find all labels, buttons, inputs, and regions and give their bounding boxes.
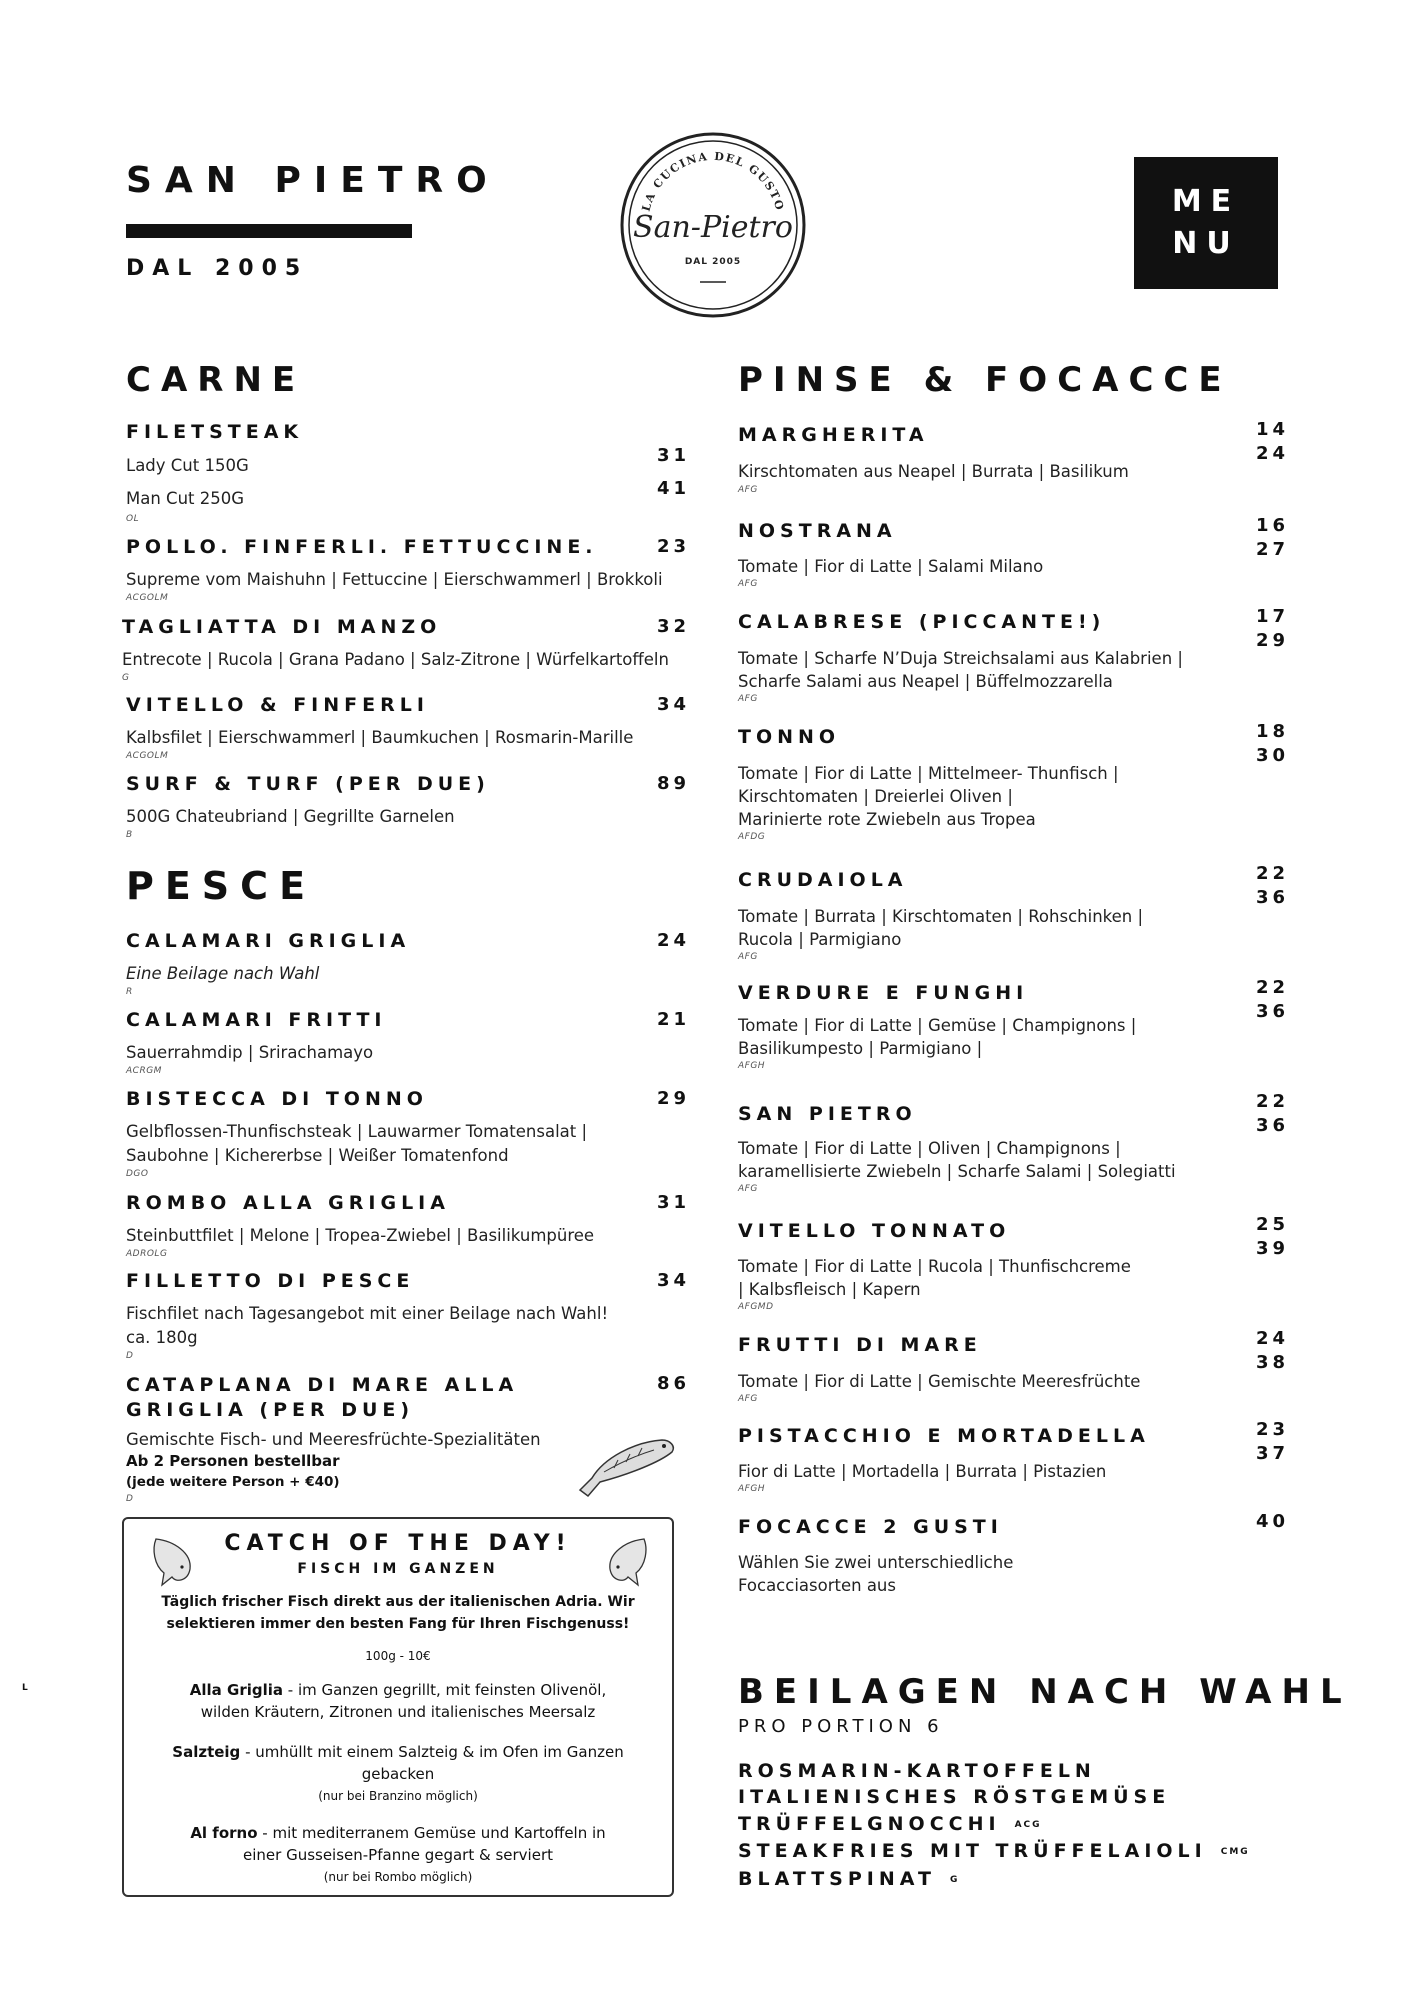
dish-price: 29 xyxy=(656,1088,690,1109)
dish-name: PISTACCHIO E MORTADELLA xyxy=(738,1425,1150,1447)
dish-name: CATAPLANA DI MARE ALLA xyxy=(126,1374,519,1396)
allergen-code: AFDG xyxy=(738,832,766,842)
allergen-code: ACGOLM xyxy=(126,751,169,761)
dish-name: GRIGLIA (PER DUE) xyxy=(126,1399,415,1421)
dish-description: Saubohne | Kichererbse | Weißer Tomatenfond xyxy=(126,1146,509,1165)
dish-prices: 24 38 xyxy=(1256,1328,1290,1373)
dish-name: FRUTTI DI MARE xyxy=(738,1334,982,1356)
dish-name: FILLETTO DI PESCE xyxy=(126,1270,415,1292)
dish-note: Ab 2 Personen bestellbar xyxy=(126,1452,340,1470)
allergen-code: DGO xyxy=(126,1169,149,1179)
menu-box-line1: ME xyxy=(1171,184,1241,219)
catch-option-forno: Al forno - mit mediterranem Gemüse und Kartoffeln in einer Gusseisen-Pfanne gegart & serviert (nur bei Rombo möglich) xyxy=(190,1824,606,1884)
dish-name: ROMBO ALLA GRIGLIA xyxy=(126,1192,450,1214)
dish-price: 32 xyxy=(656,616,690,637)
dish-name: TAGLIATTA DI MANZO xyxy=(122,616,442,638)
dish-description: Kalbsfilet | Eierschwammerl | Baumkuchen | Rosmarin-Marille xyxy=(126,728,634,747)
dish-variant: Man Cut 250G xyxy=(126,489,245,508)
dish-variant: Lady Cut 150G xyxy=(126,456,249,475)
beilagen-subtitle: PRO PORTION 6 xyxy=(738,1716,944,1737)
catch-price: 100g - 10€ xyxy=(365,1649,431,1663)
catch-option-salzteig: Salzteig - umhüllt mit einem Salzteig & im Ofen im Ganzen gebacken (nur bei Branzino möglich) xyxy=(172,1743,624,1803)
dish-name: CALABRESE (PICCANTE!) xyxy=(738,611,1106,633)
allergen-code: CMG xyxy=(1220,1846,1250,1857)
allergen-code: ACG xyxy=(1014,1819,1042,1830)
catch-subtitle: FISCH IM GANZEN xyxy=(297,1561,499,1577)
side-dish-item: TRÜFFELGNOCCHI ACG xyxy=(738,1813,1042,1835)
dish-description: Gemischte Fisch- und Meeresfrüchte-Spezialitäten xyxy=(126,1430,541,1449)
dish-description: Tomate | Fior di Latte | Gemüse | Champignons | Basilikumpesto | Parmigiano | xyxy=(738,1016,1137,1058)
dish-price: 23 xyxy=(656,536,690,557)
dish-description: Tomate | Fior di Latte | Gemischte Meeresfrüchte xyxy=(738,1372,1141,1391)
allergen-code: AFG xyxy=(738,579,758,589)
margin-code: L xyxy=(22,1683,28,1693)
dish-prices: 18 30 xyxy=(1256,721,1290,766)
dish-description: Eine Beilage nach Wahl xyxy=(126,964,320,983)
dish-price: 89 xyxy=(656,773,690,794)
dish-description: Tomate | Scharfe N’Duja Streichsalami aus Kalabrien | Scharfe Salami aus Neapel | Büffelmozzarella xyxy=(738,649,1183,691)
allergen-code: AFG xyxy=(738,1184,758,1194)
allergen-code: AFG xyxy=(738,1394,758,1404)
dish-name: SAN PIETRO xyxy=(738,1103,917,1125)
logo-script: San-Pietro xyxy=(633,210,793,245)
dish-description: Supreme vom Maishuhn | Fettuccine | Eierschwammerl | Brokkoli xyxy=(126,570,663,589)
dish-description: Kirschtomaten aus Neapel | Burrata | Basilikum xyxy=(738,462,1129,481)
dish-price: 31 xyxy=(656,445,690,466)
catch-intro: Täglich frischer Fisch direkt aus der italienischen Adria. Wir selektieren immer den besten Fang für Ihren Fischgenuss! xyxy=(161,1594,635,1632)
dish-description: 500G Chateubriand | Gegrillte Garnelen xyxy=(126,807,455,826)
catch-option-griglia: Alla Griglia - im Ganzen gegrillt, mit feinsten Olivenöl, wilden Kräutern, Zitronen und italienisches Meersalz xyxy=(189,1681,607,1721)
allergen-code: AFG xyxy=(738,485,758,495)
dish-description: Fior di Latte | Mortadella | Burrata | Pistazien xyxy=(738,1462,1107,1481)
allergen-code: AFGH xyxy=(738,1061,766,1071)
side-dish-item: BLATTSPINAT G xyxy=(738,1868,960,1890)
dish-description: Gelbflossen-Thunfischsteak | Lauwarmer Tomatensalat | xyxy=(126,1122,588,1141)
dish-name: VITELLO TONNATO xyxy=(738,1220,1011,1242)
dish-name: BISTECCA DI TONNO xyxy=(126,1088,428,1110)
allergen-code: AFGH xyxy=(738,1484,766,1494)
dish-name: NOSTRANA xyxy=(738,520,897,542)
dish-price: 34 xyxy=(656,694,690,715)
dish-description: Tomate | Burrata | Kirschtomaten | Rohschinken | Rucola | Parmigiano xyxy=(738,907,1144,949)
section-title-carne: CARNE xyxy=(126,360,306,400)
dish-prices: 40 xyxy=(1256,1511,1290,1532)
menu-box-line2: NU xyxy=(1172,226,1240,261)
dish-name: FILETSTEAK xyxy=(126,421,304,443)
logo-year: DAL 2005 xyxy=(684,257,742,267)
dish-name: CALAMARI GRIGLIA xyxy=(126,930,411,952)
logo-emblem xyxy=(618,130,808,320)
dish-name: VITELLO & FINFERLI xyxy=(126,694,429,716)
logo-arc-text: LA CUCINA DEL GUSTO xyxy=(639,149,787,213)
dish-name: CRUDAIOLA xyxy=(738,869,908,891)
catch-title: CATCH OF THE DAY! xyxy=(224,1531,572,1556)
dish-description: Tomate | Fior di Latte | Mittelmeer- Thunfisch | Kirschtomaten | Dreierlei Oliven | Marinierte rote Zwiebeln aus Tropea xyxy=(738,764,1119,829)
allergen-code: ADROLG xyxy=(126,1249,168,1259)
dish-prices: 22 36 xyxy=(1256,863,1290,908)
section-title-pesce: PESCE xyxy=(126,864,317,908)
dish-name: TONNO xyxy=(738,726,841,748)
menu-box xyxy=(1134,157,1278,289)
dish-prices: 22 36 xyxy=(1256,1091,1290,1136)
restaurant-title: SAN PIETRO xyxy=(126,160,500,201)
allergen-code: B xyxy=(126,830,133,840)
fish-icon xyxy=(574,1428,678,1500)
allergen-code: D xyxy=(126,1494,134,1504)
dish-price: 41 xyxy=(656,478,690,499)
side-dish-item: ROSMARIN-KARTOFFELN xyxy=(738,1760,1096,1782)
allergen-code: AFG xyxy=(738,694,758,704)
allergen-code: ACRGM xyxy=(126,1066,162,1076)
side-dish-item: ITALIENISCHES RÖSTGEMÜSE xyxy=(738,1786,1171,1808)
dish-price: 24 xyxy=(656,930,690,951)
dish-name: SURF & TURF (PER DUE) xyxy=(126,773,490,795)
dish-description: Steinbuttfilet | Melone | Tropea-Zwiebel | Basilikumpüree xyxy=(126,1226,595,1245)
dish-prices: 23 37 xyxy=(1256,1419,1290,1464)
allergen-code: ACGOLM xyxy=(126,593,169,603)
dish-prices: 22 36 xyxy=(1256,977,1290,1022)
dish-name: POLLO. FINFERLI. FETTUCCINE. xyxy=(126,536,598,558)
dish-description: Tomate | Fior di Latte | Oliven | Champignons | karamellisierte Zwiebeln | Scharfe Salami | Solegiatti xyxy=(738,1139,1176,1181)
allergen-code: G xyxy=(122,673,130,683)
dish-price: 31 xyxy=(656,1192,690,1213)
dish-prices: 16 27 xyxy=(1256,515,1290,560)
section-title-beilagen: BEILAGEN NACH WAHL xyxy=(738,1672,1352,1712)
dish-prices: 14 24 xyxy=(1256,419,1290,464)
restaurant-since: DAL 2005 xyxy=(126,256,309,281)
dish-description: Fischfilet nach Tagesangebot mit einer Beilage nach Wahl! xyxy=(126,1304,609,1323)
dish-note: (jede weitere Person + €40) xyxy=(126,1474,340,1490)
allergen-code: AFG xyxy=(738,952,758,962)
allergen-code: G xyxy=(949,1874,960,1885)
dish-description: ca. 180g xyxy=(126,1328,198,1347)
allergen-code: AFGMD xyxy=(738,1302,774,1312)
dish-prices: 25 39 xyxy=(1256,1214,1290,1259)
dish-description: Sauerrahmdip | Srirachamayo xyxy=(126,1043,374,1062)
title-underline xyxy=(126,224,412,238)
dish-name: CALAMARI FRITTI xyxy=(126,1009,387,1031)
dish-name: FOCACCE 2 GUSTI xyxy=(738,1516,1003,1538)
side-dish-item: STEAKFRIES MIT TRÜFFELAIOLI CMG xyxy=(738,1840,1250,1862)
dish-price: 21 xyxy=(656,1009,690,1030)
section-title-pinse: PINSE & FOCACCE xyxy=(738,360,1232,400)
dish-price: 34 xyxy=(656,1270,690,1291)
dish-prices: 17 29 xyxy=(1256,606,1290,651)
dish-description: Wählen Sie zwei unterschiedliche Focacciasorten aus xyxy=(738,1553,1014,1595)
allergen-code: D xyxy=(126,1351,134,1361)
dish-name: VERDURE E FUNGHI xyxy=(738,982,1029,1004)
dish-description: Tomate | Fior di Latte | Salami Milano xyxy=(738,557,1044,576)
dish-description: Entrecote | Rucola | Grana Padano | Salz-Zitrone | Würfelkartoffeln xyxy=(122,650,669,669)
allergen-code: OL xyxy=(126,514,140,524)
dish-price: 86 xyxy=(656,1373,690,1394)
allergen-code: R xyxy=(126,987,133,997)
catch-of-the-day-box xyxy=(122,1517,674,1897)
dish-description: Tomate | Fior di Latte | Rucola | Thunfischcreme | Kalbsfleisch | Kapern xyxy=(738,1257,1131,1299)
dish-name: MARGHERITA xyxy=(738,424,929,446)
